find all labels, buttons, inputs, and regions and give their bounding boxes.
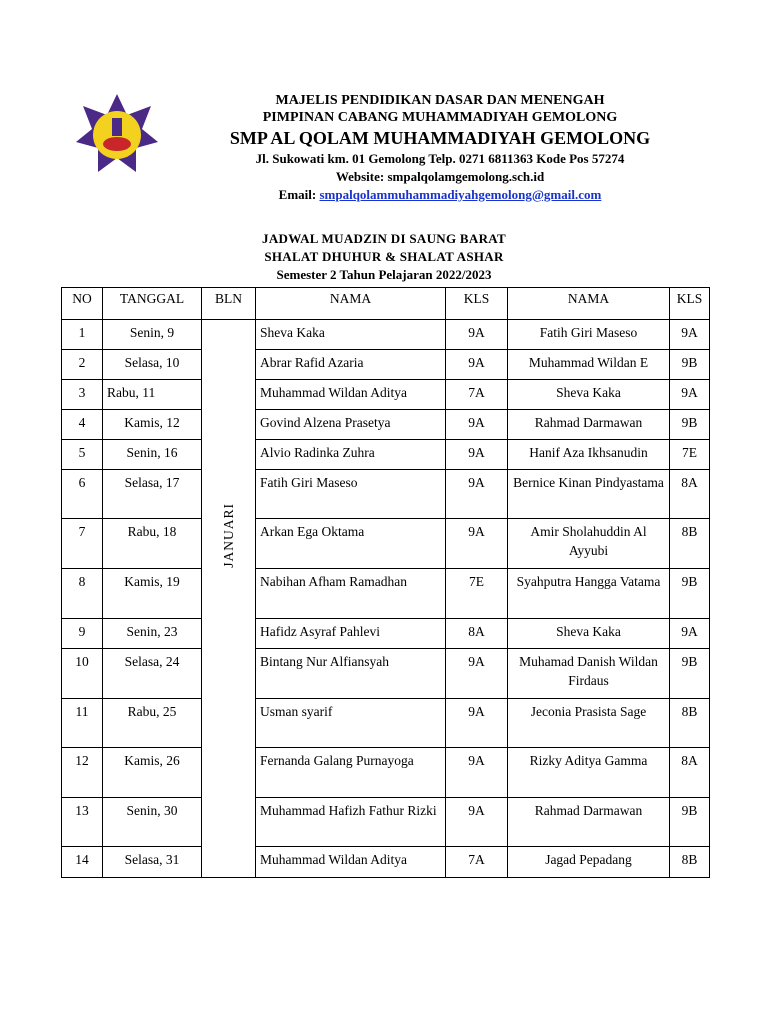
- cell-kls-2: 9B: [670, 798, 710, 847]
- cell-kls-2: 8A: [670, 470, 710, 519]
- cell-kls-2: 9B: [670, 569, 710, 619]
- cell-name-1: Alvio Radinka Zuhra: [256, 440, 446, 470]
- header-no: NO: [62, 288, 103, 320]
- cell-date: Senin, 16: [103, 440, 202, 470]
- cell-name-2: Rahmad Darmawan: [508, 798, 670, 847]
- cell-no: 5: [62, 440, 103, 470]
- cell-kls-1: 7A: [446, 847, 508, 878]
- header-nama-2: NAMA: [508, 288, 670, 320]
- cell-date: Senin, 30: [103, 798, 202, 847]
- month-label: JANUARI: [221, 503, 236, 568]
- table-row: [62, 619, 710, 649]
- cell-name-1: Nabihan Afham Ramadhan: [256, 569, 446, 619]
- cell-date: Kamis, 12: [103, 410, 202, 440]
- cell-name-1: Muhammad Wildan Aditya: [256, 380, 446, 410]
- table-row: [62, 440, 710, 470]
- letterhead-branch: PIMPINAN CABANG MUHAMMADIYAH GEMOLONG: [262, 110, 618, 125]
- cell-date: Senin, 9: [103, 320, 202, 350]
- table-row: [62, 699, 710, 748]
- cell-name-1: Fatih Giri Maseso: [256, 470, 446, 519]
- table-row: [62, 649, 710, 699]
- cell-name-2: Rahmad Darmawan: [508, 410, 670, 440]
- cell-kls-1: 9A: [446, 410, 508, 440]
- cell-kls-1: 9A: [446, 649, 508, 699]
- cell-no: 8: [62, 569, 103, 619]
- header-tanggal: TANGGAL: [103, 288, 202, 320]
- cell-no: 4: [62, 410, 103, 440]
- header-kls-1: KLS: [446, 288, 508, 320]
- cell-date: Rabu, 11: [103, 380, 202, 410]
- table-row: [62, 320, 710, 350]
- table-header-row: [62, 288, 710, 320]
- school-website: Website: smpalqolamgemolong.sch.id: [335, 169, 545, 184]
- cell-date: Selasa, 17: [103, 470, 202, 519]
- cell-kls-2: 8B: [670, 699, 710, 748]
- cell-kls-1: 9A: [446, 350, 508, 380]
- cell-name-1: Muhammad Hafizh Fathur Rizki: [256, 798, 446, 847]
- cell-kls-1: 8A: [446, 619, 508, 649]
- header-bln: BLN: [202, 288, 256, 320]
- document-titles: [0, 230, 768, 284]
- cell-kls-2: 9B: [670, 649, 710, 699]
- cell-name-2: Sheva Kaka: [508, 619, 670, 649]
- cell-kls-1: 7E: [446, 569, 508, 619]
- table-row: [62, 350, 710, 380]
- cell-name-2: Muhammad Wildan E: [508, 350, 670, 380]
- month-cell: [202, 320, 256, 878]
- table-row: [62, 798, 710, 847]
- cell-name-2: Amir Sholahuddin Al Ayyubi: [508, 519, 670, 569]
- cell-name-1: Sheva Kaka: [256, 320, 446, 350]
- header-nama-1: NAMA: [256, 288, 446, 320]
- cell-name-1: Fernanda Galang Purnayoga: [256, 748, 446, 798]
- cell-name-1: Abrar Rafid Azaria: [256, 350, 446, 380]
- cell-date: Rabu, 25: [103, 699, 202, 748]
- cell-kls-1: 9A: [446, 519, 508, 569]
- table-row: [62, 380, 710, 410]
- cell-no: 12: [62, 748, 103, 798]
- schedule-table: [61, 287, 710, 878]
- cell-date: Rabu, 18: [103, 519, 202, 569]
- cell-kls-2: 9B: [670, 350, 710, 380]
- cell-no: 7: [62, 519, 103, 569]
- cell-name-2: Bernice Kinan Pindyastama: [508, 470, 670, 519]
- cell-name-2: Muhamad Danish Wildan Firdaus: [508, 649, 670, 699]
- cell-date: Selasa, 31: [103, 847, 202, 878]
- table-row: [62, 470, 710, 519]
- cell-kls-2: 7E: [670, 440, 710, 470]
- cell-name-2: Jeconia Prasista Sage: [508, 699, 670, 748]
- cell-no: 9: [62, 619, 103, 649]
- cell-name-2: Fatih Giri Maseso: [508, 320, 670, 350]
- email-label: Email:: [278, 187, 317, 202]
- cell-kls-2: 9A: [670, 320, 710, 350]
- cell-name-1: Hafidz Asyraf Pahlevi: [256, 619, 446, 649]
- cell-kls-1: 9A: [446, 320, 508, 350]
- cell-kls-2: 8A: [670, 748, 710, 798]
- cell-no: 10: [62, 649, 103, 699]
- cell-name-1: Bintang Nur Alfiansyah: [256, 649, 446, 699]
- school-emblem-icon: [74, 92, 160, 178]
- email-link[interactable]: smpalqolammuhammadiyahgemolong@gmail.com: [319, 187, 602, 202]
- cell-date: Kamis, 19: [103, 569, 202, 619]
- cell-name-1: Govind Alzena Prasetya: [256, 410, 446, 440]
- cell-no: 1: [62, 320, 103, 350]
- cell-no: 11: [62, 699, 103, 748]
- school-email-line: [180, 186, 700, 204]
- cell-kls-1: 9A: [446, 699, 508, 748]
- cell-no: 14: [62, 847, 103, 878]
- cell-name-2: Rizky Aditya Gamma: [508, 748, 670, 798]
- cell-name-2: Sheva Kaka: [508, 380, 670, 410]
- cell-name-1: Usman syarif: [256, 699, 446, 748]
- semester-label: Semester 2 Tahun Pelajaran 2022/2023: [276, 267, 492, 282]
- cell-date: Senin, 23: [103, 619, 202, 649]
- cell-date: Selasa, 24: [103, 649, 202, 699]
- cell-kls-1: 7A: [446, 380, 508, 410]
- document-subtitle: SHALAT DHUHUR & SHALAT ASHAR: [264, 249, 504, 264]
- cell-kls-2: 9B: [670, 410, 710, 440]
- school-name: SMP AL QOLAM MUHAMMADIYAH GEMOLONG: [229, 128, 651, 148]
- cell-kls-2: 8B: [670, 847, 710, 878]
- table-row: [62, 847, 710, 878]
- cell-no: 2: [62, 350, 103, 380]
- school-address: Jl. Sukowati km. 01 Gemolong Telp. 0271 6811363 Kode Pos 57274: [255, 151, 625, 166]
- table-row: [62, 410, 710, 440]
- cell-kls-1: 9A: [446, 798, 508, 847]
- cell-date: Selasa, 10: [103, 350, 202, 380]
- cell-name-1: Muhammad Wildan Aditya: [256, 847, 446, 878]
- cell-kls-1: 9A: [446, 748, 508, 798]
- cell-name-1: Arkan Ega Oktama: [256, 519, 446, 569]
- header-kls-2: KLS: [670, 288, 710, 320]
- cell-name-2: Hanif Aza Ikhsanudin: [508, 440, 670, 470]
- table-row: [62, 748, 710, 798]
- cell-kls-2: 9A: [670, 619, 710, 649]
- cell-no: 13: [62, 798, 103, 847]
- cell-kls-1: 9A: [446, 440, 508, 470]
- cell-name-2: Syahputra Hangga Vatama: [508, 569, 670, 619]
- cell-name-2: Jagad Pepadang: [508, 847, 670, 878]
- letterhead-council: MAJELIS PENDIDIKAN DASAR DAN MENENGAH: [275, 93, 605, 108]
- cell-date: Kamis, 26: [103, 748, 202, 798]
- document-title: JADWAL MUADZIN DI SAUNG BARAT: [262, 231, 506, 246]
- table-row: [62, 569, 710, 619]
- cell-kls-2: 9A: [670, 380, 710, 410]
- cell-no: 6: [62, 470, 103, 519]
- letterhead: [180, 92, 700, 204]
- cell-kls-2: 8B: [670, 519, 710, 569]
- cell-no: 3: [62, 380, 103, 410]
- cell-kls-1: 9A: [446, 470, 508, 519]
- table-row: [62, 519, 710, 569]
